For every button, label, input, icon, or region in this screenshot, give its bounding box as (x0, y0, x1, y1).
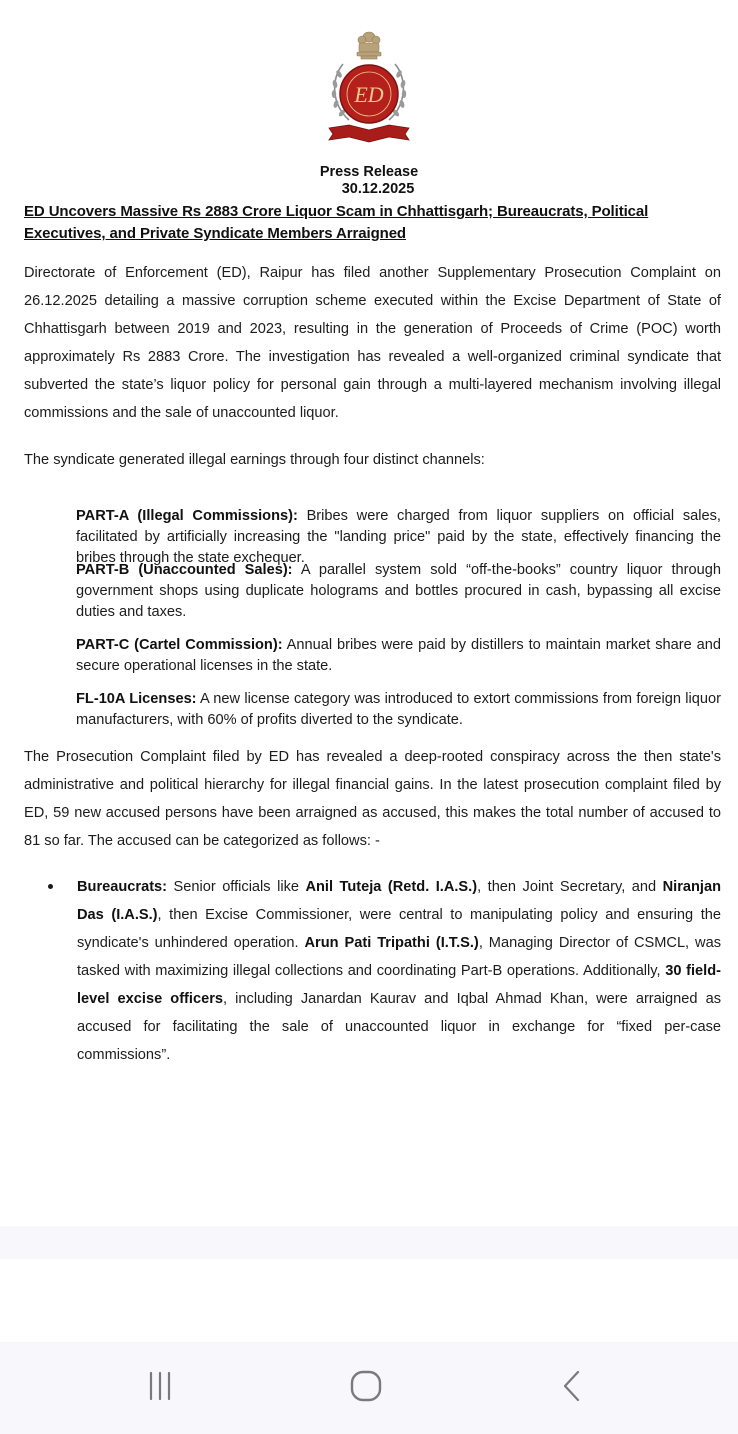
category-heading: Bureaucrats: (77, 879, 168, 895)
text-segment: , then Joint Secretary, and (477, 879, 663, 895)
channel-text: Annual bribes were paid by distillers to maintain market share and secure operational licenses in the state. (76, 637, 721, 674)
text-segment: , Managing Director of CSMCL, was tasked with maximizing illegal collections and coordinating Part-B operations. Additionally, (77, 935, 722, 979)
page-separator-band (0, 1226, 738, 1259)
channel-item (76, 635, 721, 677)
back-button[interactable] (542, 1364, 602, 1408)
text-segment: , including Janardan Kaurav and Iqbal Ahmad Khan, were arraigned as accused for facilitating the sale of unaccounted liquor in exchange for “fixed per-case commissions”. (77, 991, 722, 1063)
channel-heading: PART-C (Cartel Commission): (76, 637, 283, 653)
channel-item (76, 689, 721, 731)
press-release-title: ED Uncovers Massive Rs 2883 Crore Liquor Scam in Chhattisgarh; Bureaucrats, Political Executives, and Private Syndicate Members Arraigned (24, 203, 649, 242)
channel-text: A new license category was introduced to extort commissions from foreign liquor manufacturers, with 60% of profits diverted to the syndicate. (76, 691, 721, 728)
accused-group: 30 field-level excise officers (77, 963, 721, 1007)
ed-emblem-icon (321, 28, 417, 152)
complaint-paragraph: The Prosecution Complaint filed by ED has revealed a deep-rooted conspiracy across the then state's administrative and political hierarchy for illegal financial gains. In the latest prosecution complaint filed by ED, 59 new accused persons have been arraigned as accused, this makes the total number of accused to 81 so far. The accused can be categorized as follows: - (24, 749, 721, 849)
accused-category-text (77, 873, 721, 1069)
accused-name: Niranjan Das (I.A.S.) (77, 879, 721, 923)
back-icon (560, 1369, 584, 1403)
lion-capital-icon (357, 32, 381, 59)
press-release-label: Press Release (319, 164, 419, 180)
bullet-icon (48, 884, 53, 889)
recents-icon (146, 1371, 174, 1401)
ed-emblem-logo (321, 28, 417, 152)
intro-paragraph: Directorate of Enforcement (ED), Raipur has filed another Supplementary Prosecution Complaint on 26.12.2025 detailing a massive corruption scheme executed within the Excise Department of State of Chhattisgarh between 2019 and 2023, resulting in the generation of Proceeds of Crime (POC) worth approximately Rs 2883 Crore. The investigation has revealed a well-organized criminal syndicate that subverted the state’s liquor policy for personal gain through a multi-layered mechanism involving illegal commissions and the sale of unaccounted liquor. (24, 265, 721, 421)
channel-heading: PART-B (Unaccounted Sales): (76, 562, 293, 578)
accused-name: Anil Tuteja (Retd. I.A.S.) (305, 879, 478, 895)
home-button[interactable] (336, 1364, 396, 1408)
accused-name: Arun Pati Tripathi (I.T.S.) (304, 935, 479, 951)
press-release-header (0, 164, 738, 198)
recent-apps-button[interactable] (130, 1364, 190, 1408)
home-icon (349, 1369, 383, 1403)
channel-item (76, 560, 721, 623)
text-segment: Senior officials like (167, 879, 306, 895)
channel-text: A parallel system sold “off-the-books” country liquor through government shops using duplicate holograms and bottles procured in cash, bypassing all excise duties and taxes. (76, 562, 722, 620)
svg-text:ED: ED (354, 82, 384, 107)
system-navigation-bar (0, 1342, 738, 1434)
release-date: 30.12.2025 (341, 181, 415, 197)
text-segment: , then Excise Commissioner, were central to manipulating policy and ensuring the syndicate's unhindered operation. (77, 907, 721, 951)
channels-intro: The syndicate generated illegal earnings through four distinct channels: (24, 452, 485, 468)
channel-heading: PART-A (Illegal Commissions): (76, 508, 298, 524)
channel-text: Bribes were charged from liquor suppliers on official sales, facilitated by artificially increasing the "landing price" paid by the state, effectively financing the bribes through the state exchequer. (76, 508, 721, 566)
channel-heading: FL-10A Licenses: (76, 691, 197, 707)
